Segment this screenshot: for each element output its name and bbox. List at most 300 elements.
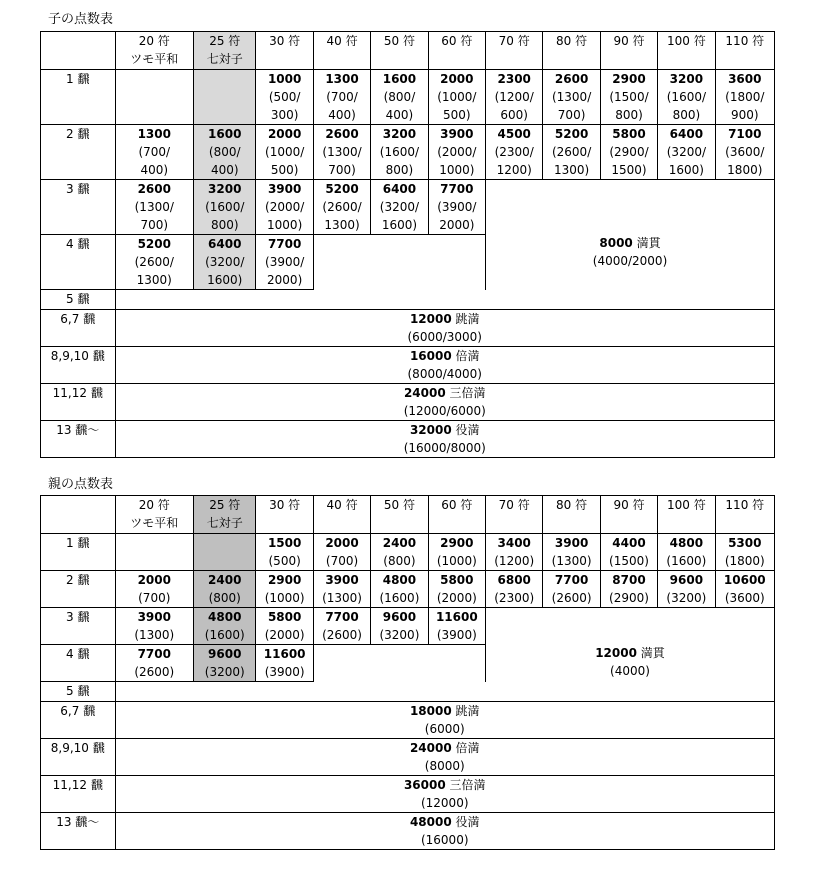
score-split: (1800) — [724, 554, 765, 568]
score-cell — [428, 125, 485, 180]
fu-label: 60 符 — [441, 498, 473, 512]
score-points: 5200 — [554, 127, 589, 141]
score-split: 1000) — [439, 163, 475, 177]
limit-points: 24000 — [409, 741, 452, 755]
score-split: 400) — [328, 108, 356, 122]
limit-split: (12000/6000) — [403, 404, 486, 418]
header-fu-cell — [600, 32, 657, 70]
limit-name: 倍満 — [455, 349, 480, 363]
score-points: 1300 — [137, 127, 171, 141]
score-cell — [256, 125, 313, 180]
score-split: (2000/ — [437, 145, 477, 159]
score-cell — [543, 571, 600, 608]
score-split: (1600/ — [379, 145, 420, 159]
score-points: 6400 — [382, 182, 417, 196]
score-cell — [428, 180, 485, 235]
score-cell — [194, 235, 256, 290]
han-label-text: 11,12 飜 — [52, 386, 103, 400]
mangan-split: (4000/2000) — [592, 253, 668, 268]
score-points: 2900 — [267, 573, 302, 587]
limit-score-cell — [115, 682, 775, 702]
score-points: 8700 — [612, 573, 646, 587]
score-points: 6400 — [669, 127, 704, 141]
score-cell — [194, 571, 256, 608]
score-points: 3600 — [728, 72, 762, 86]
score-split: (1600) — [204, 628, 245, 642]
score-points: 2400 — [208, 573, 242, 587]
score-split: (1600) — [379, 591, 420, 605]
score-split: 1800) — [727, 163, 763, 177]
limit-points: 48000 — [409, 815, 452, 829]
fu-label: 100 符 — [667, 498, 706, 512]
score-split: 1600) — [381, 218, 418, 232]
score-points: 9600 — [382, 610, 417, 624]
score-split: (2000/ — [265, 200, 305, 214]
limit-points: 24000 — [403, 386, 446, 400]
fu-label: 50 符 — [383, 34, 415, 48]
limit-points: 18000 — [409, 704, 452, 718]
score-cell — [115, 180, 194, 235]
score-split: 2000) — [439, 218, 475, 232]
score-split: (700) — [138, 591, 171, 605]
score-split: 700) — [557, 108, 586, 122]
header-fu-cell — [543, 32, 600, 70]
limit-score-cell — [115, 813, 775, 850]
fu-label: 90 符 — [613, 498, 645, 512]
score-cell — [194, 645, 256, 682]
score-split: 1300) — [553, 163, 590, 177]
score-points: 3200 — [208, 182, 242, 196]
score-cell — [115, 70, 194, 125]
han-label — [41, 235, 116, 290]
limit-row — [41, 347, 775, 384]
score-cell — [371, 125, 428, 180]
score-split: 400) — [385, 108, 414, 122]
score-cell — [313, 608, 370, 645]
score-cell — [256, 571, 313, 608]
score-split: (800/ — [208, 145, 241, 159]
score-split: (700/ — [138, 145, 171, 159]
han-row — [41, 180, 775, 235]
mangan-points: 8000 — [599, 235, 633, 250]
han-label — [41, 608, 116, 645]
han-label — [41, 180, 116, 235]
score-split: 300) — [270, 108, 299, 122]
header-fu-cell — [715, 32, 774, 70]
score-split: 800) — [672, 108, 701, 122]
score-points: 3900 — [325, 573, 359, 587]
score-points: 10600 — [723, 573, 766, 587]
score-points: 5800 — [612, 127, 646, 141]
header-fu-cell — [486, 496, 543, 534]
score-points: 2000 — [325, 536, 359, 550]
score-points: 2600 — [554, 72, 589, 86]
limit-score-cell — [115, 290, 775, 310]
score-points: 3900 — [440, 127, 474, 141]
score-points: 5200 — [325, 182, 359, 196]
han-label-text: 1 飜 — [66, 72, 90, 86]
score-cell — [313, 534, 370, 571]
han-label — [41, 776, 116, 813]
han-label — [41, 70, 116, 125]
header-fu-cell — [256, 496, 313, 534]
han-label — [41, 813, 116, 850]
score-split: (1300) — [322, 591, 362, 605]
score-split: (1600) — [666, 554, 707, 568]
score-cell — [658, 70, 715, 125]
fu-label: 50 符 — [383, 498, 415, 512]
score-split: (800/ — [383, 90, 416, 104]
score-split: (1300) — [134, 628, 175, 642]
header-fu-cell — [371, 32, 428, 70]
score-points: 4800 — [382, 573, 417, 587]
score-points: 5200 — [137, 237, 171, 251]
han-label — [41, 739, 116, 776]
mangan-cell — [486, 180, 775, 290]
fu-label: 70 符 — [498, 34, 530, 48]
score-cell — [715, 125, 774, 180]
score-cell — [371, 608, 428, 645]
score-points: 3400 — [497, 536, 531, 550]
score-split: (1000/ — [437, 90, 477, 104]
han-row — [41, 608, 775, 645]
score-split: 500) — [443, 108, 471, 122]
score-points: 3900 — [554, 536, 589, 550]
fu-label: 90 符 — [613, 34, 645, 48]
han-label-text: 8,9,10 飜 — [50, 741, 105, 755]
score-cell — [115, 571, 194, 608]
fu-label: 80 符 — [556, 498, 588, 512]
score-split: (1200) — [494, 554, 535, 568]
limit-points: 32000 — [409, 423, 452, 437]
score-split: 500) — [270, 163, 299, 177]
limit-split: (8000/4000) — [407, 367, 482, 381]
limit-row — [41, 776, 775, 813]
score-cell — [115, 645, 194, 682]
score-points: 4500 — [497, 127, 531, 141]
score-split: (1000) — [436, 554, 477, 568]
score-cell — [371, 534, 428, 571]
fu-label: 40 符 — [326, 498, 358, 512]
score-split: 1300) — [324, 218, 360, 232]
score-split: (1500/ — [609, 90, 649, 104]
score-split: (1000/ — [265, 145, 305, 159]
hand-type-label: 七対子 — [206, 52, 243, 66]
score-split: (1300/ — [322, 145, 362, 159]
score-points: 9600 — [669, 573, 704, 587]
score-points: 9600 — [208, 647, 242, 661]
score-points: 5800 — [440, 573, 474, 587]
header-fu-cell — [115, 32, 194, 70]
score-split: (1200/ — [494, 90, 534, 104]
score-cell — [313, 70, 370, 125]
score-split: 700) — [140, 218, 169, 232]
score-cell — [428, 608, 485, 645]
header-fu-cell — [194, 496, 256, 534]
score-points: 4800 — [208, 610, 242, 624]
hand-type-label: ツモ平和 — [130, 52, 179, 66]
score-points: 7700 — [440, 182, 474, 196]
limit-row — [41, 421, 775, 458]
score-points: 1300 — [325, 72, 359, 86]
score-split: (3200/ — [205, 255, 245, 269]
score-split: (1600/ — [205, 200, 245, 214]
limit-name: 跳満 — [455, 704, 480, 718]
han-row — [41, 571, 775, 608]
han-label — [41, 347, 116, 384]
score-split: 900) — [730, 108, 759, 122]
fu-label: 110 符 — [725, 498, 765, 512]
limit-points: 36000 — [403, 778, 446, 792]
score-split: (3200) — [204, 665, 245, 679]
score-cell — [194, 534, 256, 571]
score-cell — [194, 608, 256, 645]
fu-label: 60 符 — [441, 34, 473, 48]
header-fu-cell — [658, 32, 715, 70]
score-split: 1500) — [611, 163, 647, 177]
score-points: 2300 — [497, 72, 531, 86]
score-split: (2600/ — [551, 145, 592, 159]
fu-label: 20 符 — [138, 498, 170, 512]
hand-type-label: ツモ平和 — [130, 516, 179, 530]
limit-name: 三倍満 — [449, 778, 486, 792]
limit-split: (12000) — [420, 796, 469, 810]
han-label — [41, 534, 116, 571]
header-row — [41, 32, 775, 70]
han-label — [41, 310, 116, 347]
score-split: (800) — [383, 554, 416, 568]
score-split: (3200/ — [379, 200, 420, 214]
score-points: 1600 — [382, 72, 417, 86]
fu-label: 40 符 — [326, 34, 358, 48]
score-cell — [428, 534, 485, 571]
score-cell — [658, 571, 715, 608]
limit-row — [41, 702, 775, 739]
score-cell — [715, 571, 774, 608]
limit-score-cell — [115, 347, 775, 384]
score-split: 700) — [328, 163, 356, 177]
score-cell — [658, 534, 715, 571]
score-points: 3200 — [669, 72, 704, 86]
limit-score-cell — [115, 702, 775, 739]
score-cell — [543, 125, 600, 180]
score-points: 5800 — [267, 610, 302, 624]
score-cell — [194, 125, 256, 180]
header-row — [41, 496, 775, 534]
score-cell — [428, 571, 485, 608]
header-fu-cell — [194, 32, 256, 70]
limit-split: (16000/8000) — [403, 441, 486, 455]
score-points: 3900 — [267, 182, 302, 196]
limit-name: 役満 — [455, 423, 480, 437]
limit-row — [41, 739, 775, 776]
score-cell — [371, 571, 428, 608]
score-split: 1300) — [136, 273, 172, 287]
header-fu-cell — [115, 496, 194, 534]
mangan-name: 満貫 — [640, 645, 665, 660]
score-split: 2000) — [267, 273, 303, 287]
score-points: 2600 — [137, 182, 171, 196]
child-score-table — [40, 31, 775, 458]
score-split: (3200/ — [666, 145, 707, 159]
header-fu-cell — [715, 496, 774, 534]
limit-name: 跳満 — [455, 312, 480, 326]
score-cell — [371, 70, 428, 125]
score-split: (1600/ — [666, 90, 707, 104]
fu-label: 100 符 — [667, 34, 706, 48]
score-cell — [600, 571, 657, 608]
limit-split: (16000) — [420, 833, 469, 847]
mangan-name: 満貫 — [636, 235, 661, 250]
score-points: 7700 — [137, 647, 171, 661]
score-cell — [313, 180, 370, 235]
fu-label: 80 符 — [556, 34, 588, 48]
han-label-text: 8,9,10 飜 — [50, 349, 105, 363]
score-cell — [256, 645, 313, 682]
score-cell — [600, 125, 657, 180]
score-split: (2600/ — [322, 200, 362, 214]
hand-type-label: 七対子 — [206, 516, 243, 530]
han-label-text: 3 飜 — [66, 610, 90, 624]
limit-row — [41, 290, 775, 310]
han-label — [41, 421, 116, 458]
han-label-text: 1 飜 — [66, 536, 90, 550]
score-cell — [600, 534, 657, 571]
score-split: 1600) — [668, 163, 704, 177]
limit-split: (8000) — [424, 759, 465, 773]
header-fu-cell — [428, 32, 485, 70]
score-points: 2000 — [440, 72, 474, 86]
score-split: 800) — [615, 108, 643, 122]
score-split: (3900) — [264, 665, 305, 679]
fu-label: 30 符 — [269, 498, 301, 512]
score-cell — [486, 125, 543, 180]
score-split: 400) — [140, 163, 169, 177]
han-label — [41, 384, 116, 421]
fu-label: 25 符 — [209, 498, 241, 512]
score-split: (1300) — [551, 554, 592, 568]
han-row — [41, 125, 775, 180]
score-cell — [313, 125, 370, 180]
score-cell — [256, 608, 313, 645]
header-fu-cell — [256, 32, 313, 70]
score-cell — [658, 125, 715, 180]
corner-cell — [41, 32, 116, 70]
score-split: (2600) — [551, 591, 592, 605]
score-cell — [115, 235, 194, 290]
score-cell — [256, 70, 313, 125]
score-points: 2600 — [325, 127, 359, 141]
han-row — [41, 70, 775, 125]
han-label — [41, 571, 116, 608]
score-points: 2400 — [382, 536, 417, 550]
score-split: (3200) — [379, 628, 420, 642]
score-cell — [256, 534, 313, 571]
limit-row — [41, 682, 775, 702]
score-split: (500) — [268, 554, 301, 568]
score-cell — [543, 534, 600, 571]
score-points: 4400 — [612, 536, 646, 550]
header-fu-cell — [371, 496, 428, 534]
score-points: 7100 — [728, 127, 762, 141]
score-cell — [256, 235, 313, 290]
score-split: 400) — [210, 163, 239, 177]
score-split: (3900/ — [265, 255, 305, 269]
mangan-points: 12000 — [595, 645, 637, 660]
score-points: 3200 — [382, 127, 417, 141]
score-split: (2000) — [264, 628, 305, 642]
fu-label: 110 符 — [725, 34, 765, 48]
limit-points: 12000 — [409, 312, 452, 326]
header-fu-cell — [313, 496, 370, 534]
han-label-text: 11,12 飜 — [52, 778, 103, 792]
score-points: 7700 — [325, 610, 359, 624]
limit-split: (6000) — [424, 722, 465, 736]
han-label — [41, 125, 116, 180]
score-points: 2000 — [267, 127, 302, 141]
child-table-title: 子の点数表 — [48, 12, 114, 27]
score-points: 1000 — [267, 72, 302, 86]
score-points: 6400 — [208, 237, 242, 251]
score-points: 1600 — [208, 127, 242, 141]
score-split: (2600) — [322, 628, 362, 642]
score-cell — [371, 180, 428, 235]
score-split: (1800/ — [725, 90, 765, 104]
score-split: (3600/ — [725, 145, 765, 159]
han-label-text: 13 飜～ — [56, 815, 100, 829]
han-label-text: 2 飜 — [66, 573, 90, 587]
han-label — [41, 682, 116, 702]
score-points: 2000 — [137, 573, 171, 587]
han-label — [41, 702, 116, 739]
han-label — [41, 645, 116, 682]
score-cell — [486, 571, 543, 608]
han-label-text: 2 飜 — [66, 127, 90, 141]
han-label-text: 5 飜 — [66, 292, 90, 306]
score-split: 1200) — [496, 163, 532, 177]
fu-label: 25 符 — [209, 34, 241, 48]
score-points: 2900 — [612, 72, 646, 86]
score-split: (3900) — [436, 628, 477, 642]
score-split: (500/ — [268, 90, 301, 104]
score-points: 7700 — [267, 237, 302, 251]
limit-score-cell — [115, 310, 775, 347]
limit-row — [41, 813, 775, 850]
score-split: (2600) — [134, 665, 175, 679]
score-split: (1500) — [609, 554, 649, 568]
score-cell — [715, 534, 774, 571]
limit-split: (6000/3000) — [407, 330, 482, 344]
score-cell — [115, 608, 194, 645]
score-split: 1600) — [207, 273, 243, 287]
score-cell — [543, 70, 600, 125]
score-split: (800) — [208, 591, 241, 605]
score-split: (700/ — [326, 90, 358, 104]
limit-name: 三倍満 — [449, 386, 486, 400]
header-fu-cell — [428, 496, 485, 534]
header-fu-cell — [600, 496, 657, 534]
score-cell — [313, 571, 370, 608]
limit-score-cell — [115, 384, 775, 421]
limit-score-cell — [115, 776, 775, 813]
score-cell — [486, 70, 543, 125]
score-split: (3200) — [666, 591, 707, 605]
fu-label: 20 符 — [138, 34, 170, 48]
header-fu-cell — [658, 496, 715, 534]
han-label-text: 5 飜 — [66, 684, 90, 698]
fu-label: 70 符 — [498, 498, 530, 512]
score-points: 3900 — [137, 610, 171, 624]
